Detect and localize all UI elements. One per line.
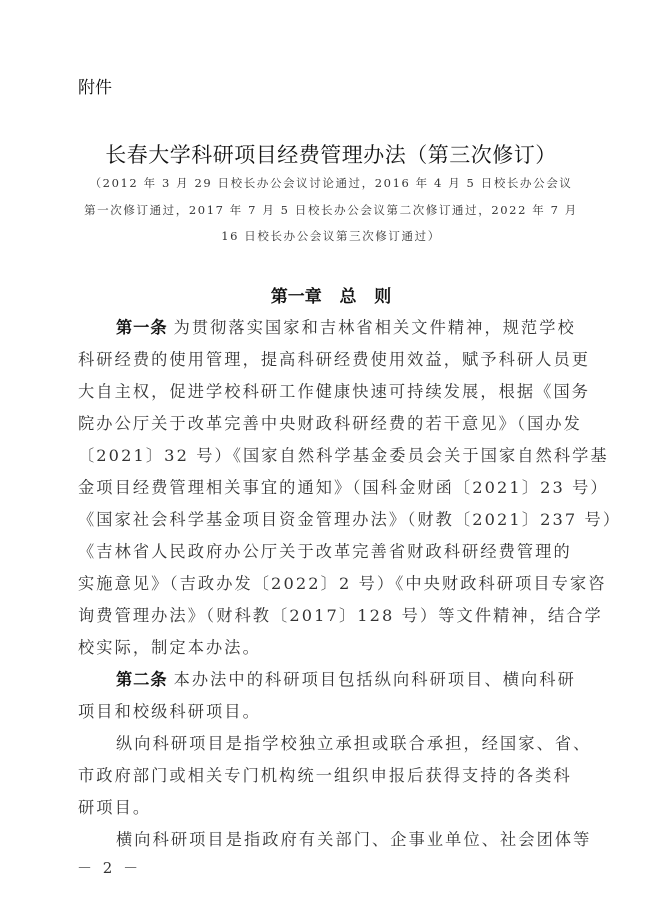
article-text: 本办法中的科研项目包括纵向科研项目、横向科研 (173, 670, 576, 689)
document-title: 长春大学科研项目经费管理办法（第三次修订） (105, 143, 557, 167)
chapter-heading: 第一章 总 则 (270, 287, 392, 307)
article-text: 《国家社会科学基金项目资金管理办法》（财教〔2021〕237 号） (78, 510, 622, 529)
article-text: 〔2021〕32 号）《国家自然科学基金委员会关于国家自然科学基 (78, 446, 609, 465)
subtitle-line: （2012 年 3 月 29 日校长办公会议讨论通过，2016 年 4 月 5 日校长办公会议 (89, 176, 573, 190)
article-text: 院办公厅关于改革完善中央财政科研经费的若干意见》（国办发 (78, 414, 582, 433)
attachment-label: 附件 (78, 78, 112, 98)
paragraph-text: 纵向科研项目是指学校独立承担或联合承担，经国家、省、 (116, 734, 592, 753)
subtitle-line: 第一次修订通过，2017 年 7 月 5 日校长办公会议第二次修订通过，2022 年 7 月 (84, 203, 578, 217)
article-1-label: 第一条 (116, 318, 168, 337)
page-number: － 2 － (77, 859, 142, 877)
article-text: 为贯彻落实国家和吉林省相关文件精神，规范学校 (173, 318, 576, 337)
paragraph-text: 横向科研项目是指政府有关部门、企事业单位、社会团体等 (116, 830, 592, 849)
article-text: 科研经费的使用管理，提高科研经费使用效益，赋予科研人员更 (78, 350, 591, 369)
article-2-label: 第二条 (116, 670, 168, 689)
paragraph-text: 研项目。 (78, 798, 152, 817)
article-2-first-line (116, 666, 594, 690)
article-text: 项目和校级科研项目。 (78, 702, 261, 721)
article-text: 《吉林省人民政府办公厅关于改革完善省财政科研经费管理的 (78, 542, 572, 561)
paragraph-text: 市政府部门或相关专门机构统一组织申报后获得支持的各类科 (78, 766, 572, 785)
article-text: 实施意见》（吉政办发〔2022〕2 号）《中央财政科研项目专家咨 (78, 574, 607, 593)
article-text: 大自主权，促进学校科研工作健康快速可持续发展，根据《国务 (78, 382, 591, 401)
subtitle-line: 16 日校长办公会议第三次修订通过） (221, 229, 441, 243)
article-text: 金项目经费管理相关事宜的通知》（国科金财函〔2021〕23 号） (78, 478, 609, 497)
article-1-first-line (116, 314, 594, 338)
article-text: 校实际，制定本办法。 (78, 638, 261, 657)
article-text: 询费管理办法》（财科教〔2017〕128 号）等文件精神，结合学 (78, 606, 603, 625)
